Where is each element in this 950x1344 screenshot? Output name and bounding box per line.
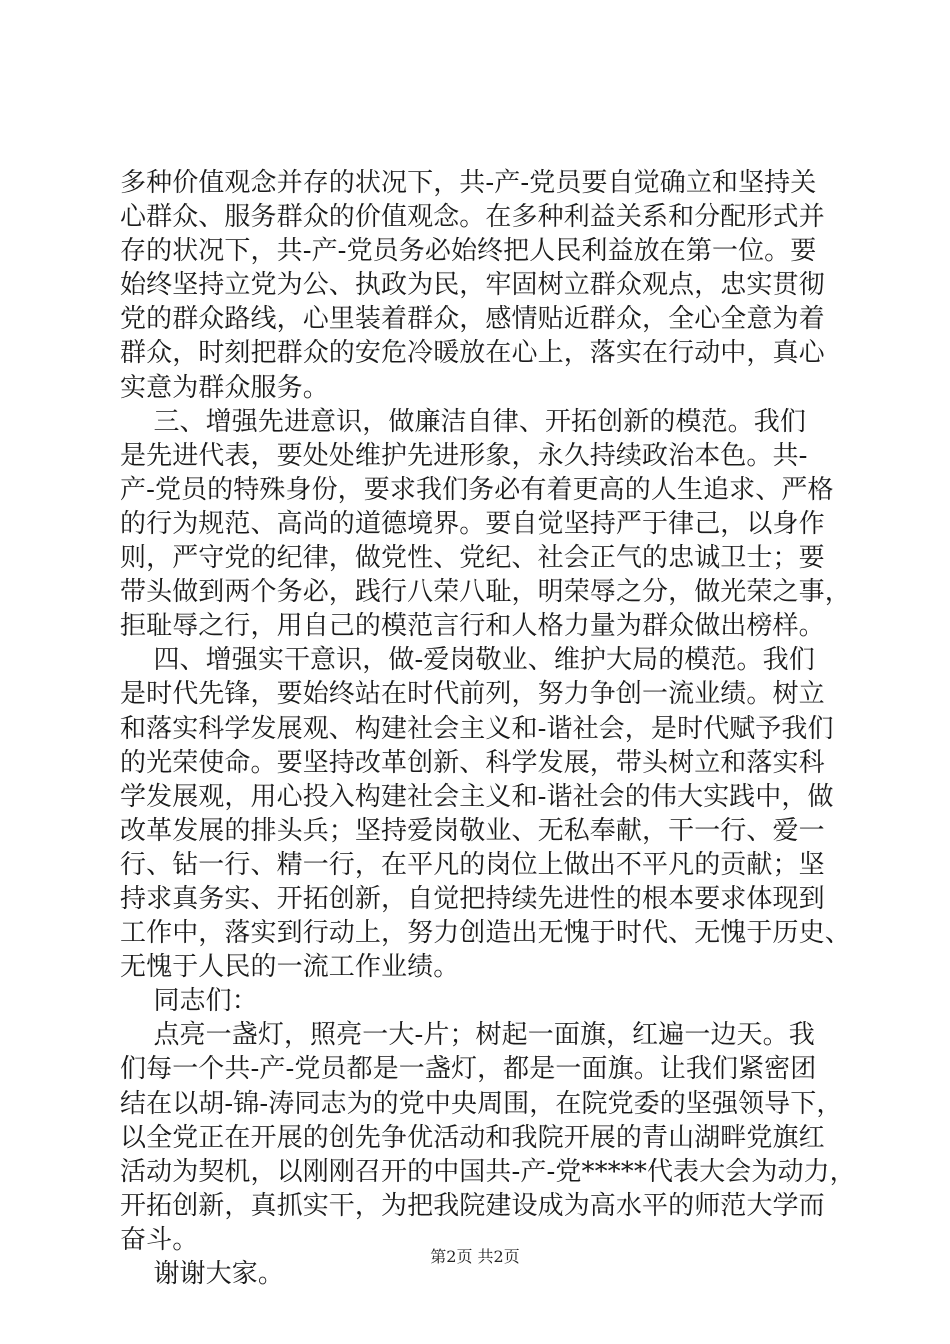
text-line: 产-党员的特殊身份，要求我们务必有着更高的人生追求、严格 (120, 474, 834, 505)
text-line: 是时代先锋，要始终站在时代前列，努力争创一流业绩。树立 (120, 679, 825, 710)
text-line: 点亮一盏灯，照亮一大-片；树起一面旗，红遍一边天。我 (120, 1020, 815, 1051)
text-line: 拒耻辱之行，用自己的模范言行和人格力量为群众做出榜样。 (120, 611, 825, 642)
text-line: 是先进代表，要处处维护先进形象，永久持续政治本色。共- (120, 440, 808, 471)
text-line: 党的群众路线，心里装着群众，感情贴近群众，全心全意为着 (120, 304, 825, 335)
text-line: 则，严守党的纪律，做党性、党纪、社会正气的忠诚卫士；要 (120, 543, 825, 574)
text-line: 三、增强先进意识，做廉洁自律、开拓创新的模范。我们 (120, 406, 806, 437)
text-line: 改革发展的排头兵；坚持爱岗敬业、无私奉献，干一行、爱一 (120, 815, 825, 846)
page-footer: 第2页 共2页 (430, 1247, 520, 1266)
text-line: 四、增强实干意识，做-爱岗敬业、维护大局的模范。我们 (120, 645, 815, 676)
text-line: 多种价值观念并存的状况下，共-产-党员要自觉确立和坚持关 (120, 168, 817, 198)
text-line: 以全党正在开展的创先争优活动和我院开展的青山湖畔党旗红 (120, 1122, 825, 1153)
text-line: 群众，时刻把群众的安危冷暖放在心上，落实在行动中，真心 (120, 338, 825, 369)
text-line: 们每一个共-产-党员都是一盏灯，都是一面旗。让我们紧密团 (120, 1054, 817, 1085)
text-line: 持求真务实、开拓创新，自觉把持续先进性的根本要求体现到 (120, 883, 825, 914)
text-line: 谢谢大家。 (120, 1259, 284, 1289)
text-line: 工作中，落实到行动上，努力创造出无愧于时代、无愧于历史、 (120, 918, 851, 949)
text-line: 心群众、服务群众的价值观念。在多种利益关系和分配形式并 (120, 202, 825, 233)
text-line: 存的状况下，共-产-党员务必始终把人民利益放在第一位。要 (120, 236, 817, 267)
text-line: 和落实科学发展观、构建社会主义和-谐社会，是时代赋予我们 (120, 713, 834, 744)
text-line: 实意为群众服务。 (120, 372, 329, 403)
text-line: 奋斗。 (120, 1224, 199, 1255)
text-line: 结在以胡-锦-涛同志为的党中央周围，在院党委的坚强领导下， (120, 1088, 843, 1119)
text-line: 无愧于人民的一流工作业绩。 (120, 952, 460, 983)
text-line: 带头做到两个务必，践行八荣八耻，明荣辱之分，做光荣之事， (120, 577, 851, 608)
text-line: 活动为契机，以刚刚召开的中国共-产-党*****代表大会为动力， (120, 1156, 856, 1187)
text-line: 的光荣使命。要坚持改革创新、科学发展，带头树立和落实科 (120, 747, 825, 778)
text-line: 始终坚持立党为公、执政为民，牢固树立群众观点，忠实贯彻 (120, 270, 825, 301)
text-line: 开拓创新，真抓实干，为把我院建设成为高水平的师范大学而 (120, 1190, 825, 1221)
text-line: 同志们： (120, 986, 258, 1017)
document-body (120, 166, 856, 1291)
text-line: 行、钻一行、精一行，在平凡的岗位上做出不平凡的贡献；坚 (120, 849, 825, 880)
text-line: 学发展观，用心投入构建社会主义和-谐社会的伟大实践中，做 (120, 781, 834, 812)
text-line: 的行为规范、高尚的道德境界。要自觉坚持严于律己，以身作 (120, 508, 825, 539)
